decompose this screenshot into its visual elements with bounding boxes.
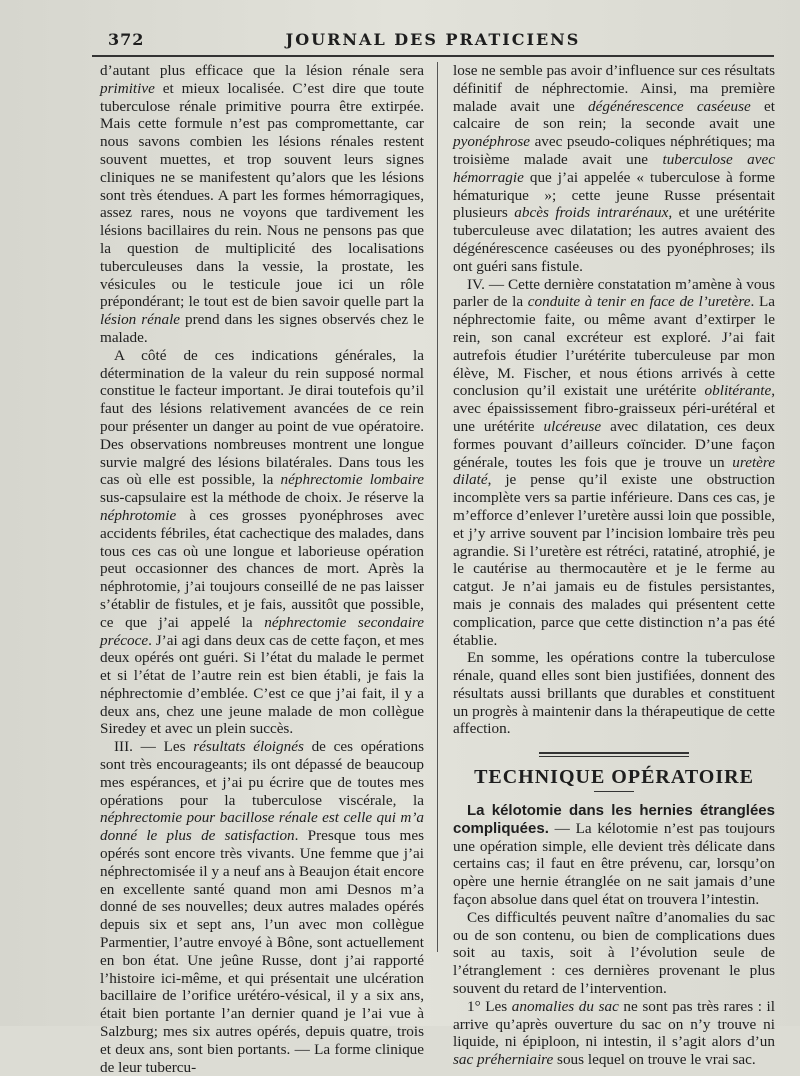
paragraph: IV. — Cette dernière constatation m’amène à vous parler de la conduite à tenir en face de l’uretère. La néphrectomie faite, ou même avant d’extirper le rein, son canal excréteur est exploré. J’ai fait autrefois étudier l’urétérite tuberculeuse par mon élève, M. Fischer, et nous étions arrivés à cette conclusion qu’il existait une urétérite oblitérante, avec épaississement fibro-graisseux péri-urétéral et une urétérite ulcéreuse avec dilatation, ces deux formes pouvant d’ailleurs coïncider. D’une façon générale, toutes les fois que je trouve un uretère dilaté, je pense qu’il existe une obstruction incomplète vers sa partie inférieure. Dans ces cas, je m’efforce d’enlever l’uretère aussi loin que possible, et j’y arrive souvent par l’incision lombaire très peu agrandie. Si l’uretère est rétréci, ratatiné, atrophié, je le cautérise au thermocautère et je le ferme au catgut. Je n’ai jamais eu de fistules persistantes, mais je connais des malades qui présentent cette complication, parce que cette distinction n’a pas été établie.	[453, 275, 775, 649]
column-divider	[437, 62, 438, 952]
article-subheading: La kélotomie dans les hernies étranglées compliquées.	[453, 802, 775, 837]
paragraph: En somme, les opérations contre la tuberculose rénale, quand elles sont bien justifiées, donnent des résultats aussi brillants que durables et constituent un progrès à maintenir dans la thérapeutique de cette affection.	[453, 649, 775, 738]
paragraph: La kélotomie dans les hernies étranglées compliquées. — La kélotomie n’est pas toujours une opération simple, elle devient très délicate dans certains cas; il faut en être prévenu, car, lorsqu’on opère une hernie étranglée on ne sait jamais d’une façon absolue dans quel état on trouvera l’intestin.	[453, 802, 775, 909]
paragraph: III. — Les résultats éloignés de ces opérations sont très encourageants; ils ont dépassé de beaucoup mes espérances, et j’ai pu écrire que de toutes mes opérations pour la tuberculose viscérale, la néphrectomie pour bacillose rénale est celle qui m’a donné le plus de satisfaction. Presque tous mes opérés sont encore très vivants. Une femme que j’ai néphrectomisée il y a neuf ans à Beaujon était encore en excellente santé quand mon ami Desnos m’a donné de ses nouvelles; deux autres malades opérés depuis six et sept ans, l’un avec mon collègue Parmentier, l’autre envoyé à Bône, sont actuellement en bon état. Une jeûne Russe, dont j’ai rapporté l’histoire ici-même, et qui présentait une ulcération bacillaire de l’orifice urétéro-vésical, il y a six ans, était bien portante l’an dernier quand je l’ai vue à Salzburg; mes six autres opérés, depuis quatre, trois et deux ans, sont bien portants. — La forme clinique de leur tubercu-	[100, 738, 424, 1076]
section-rule	[594, 791, 634, 792]
paragraph: Ces difficultés peuvent naître d’anomalies du sac ou de son contenu, ou bien de complications dues soit au taxis, soit à l’évolution seule de l’étranglement : ces dernières provenant le plus souvent du retard de l’intervention.	[453, 908, 775, 998]
left-column	[100, 62, 424, 1076]
section-title: TECHNIQUE OPÉRATOIRE	[474, 766, 754, 789]
paragraph: lose ne semble pas avoir d’influence sur ces résultats définitif de néphrectomie. Ainsi, ma première malade avait une dégénérescence caséeuse et calcaire de son rein; la seconde avait une pyonéphrose avec pseudo-coliques néphrétiques; ma troisième malade avait une tuberculose avec hémorragie que j’ai appelée « tuberculose à forme hématurique »; cette jeune Russe présentait plusieurs abcès froids intrarénaux, et une urétérite tuberculeuse avec dilatation; les autres avaient des dégénérescence caséeuses ou des pyonéphroses; ils ont guéri sans fistule.	[453, 62, 775, 275]
section-rule	[539, 752, 689, 754]
right-column	[453, 62, 775, 1069]
page-header	[92, 30, 774, 54]
header-rule	[92, 55, 774, 57]
journal-title: JOURNAL DES PRATICIENS	[285, 30, 581, 49]
section-rule	[539, 756, 689, 757]
page-number: 372	[108, 30, 145, 49]
paragraph: 1° Les anomalies du sac ne sont pas très rares : il arrive qu’après ouverture du sac on n’y trouve ni liquide, ni épiploon, ni intestin, il s’agit alors d’un sac préherniaire sous lequel on trouve le vrai sac.	[453, 997, 775, 1069]
paragraph: A côté de ces indications générales, la détermination de la valeur du rein supposé normal constitue le facteur important. Je dirai toutefois qu’il faut des lésions relativement avancées de ce rein pour présenter un danger au point de vue opératoire. Des observations nombreuses montrent une longue survie malgré des lésions bilatérales. Dans tous les cas où elle est possible, la néphrectomie lombaire sus-capsulaire est la méthode de choix. Je réserve la néphrotomie à ces grosses pyonéphroses avec accidents fébriles, état cachectique des malades, dans tous ces cas où une longue et laborieuse opération peut occasionner des chances de mort. Après la néphrotomie, j’ai toujours conseillé de ne pas laisser s’établir de fistules, et je fais, aussitôt que possible, ce que j’ai appelé la néphrectomie secondaire précoce. J’ai agi dans deux cas de cette façon, et mes deux opérés ont guéri. Si l’état du malade le permet et si l’état de l’autre rein est bien établi, je fais la néphrectomie d’emblée. C’est ce que j’ai fait, il y a deux ans, chez une jeune malade de mon collègue Siredey et avec un plein succès.	[100, 346, 424, 738]
paragraph: d’autant plus efficace que la lésion rénale sera primitive et mieux localisée. C’est dire que toute tuberculose rénale primitive pourra être extirpée. Mais cette formule n’est pas compromettante, car nous savons combien les lésions rénales restent souvent muettes, et trop souvent leurs signes cliniques ne se manifestent qu’alors que les lésions sont très étendues. A part les formes hémorragiques, assez rares, nous ne voyons que tardivement les lésions bacillaires du rein. Nous ne pensons pas que la question de multiplicité des localisations tuberculeuses dans la vessie, la prostate, les vésicules ou le testicule joue ici un rôle prépondérant; le tout est de bien savoir quelle part la lésion rénale prend dans les signes observés chez le malade.	[100, 62, 424, 346]
